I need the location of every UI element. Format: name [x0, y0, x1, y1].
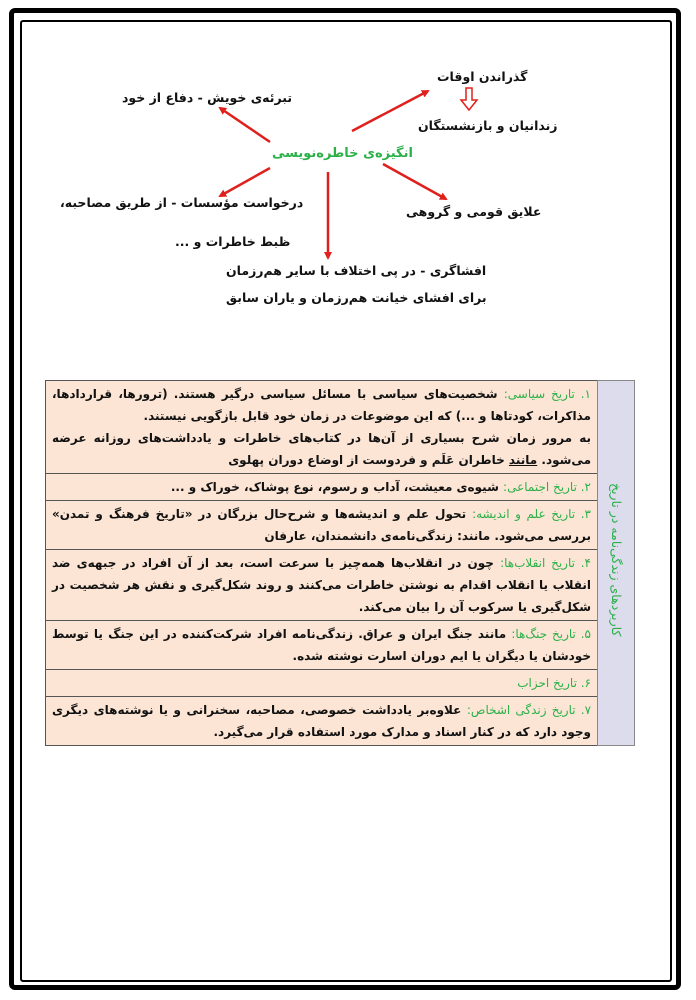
table-row	[46, 670, 635, 697]
row-parties	[46, 670, 598, 697]
diagram-arrows	[0, 0, 696, 340]
arrow-to-institutions	[220, 168, 270, 196]
biography-uses-table	[45, 380, 635, 746]
row-title: ۲. تاریخ اجتماعی:	[503, 480, 591, 494]
arrow-to-ethnic	[383, 164, 446, 199]
side-header-cell	[598, 381, 635, 746]
row-title: ۶. تاریخ احزاب	[517, 676, 591, 690]
row-title: ۵. تاریخ جنگ‌ها:	[511, 627, 591, 641]
arrow-to-pass-time	[352, 91, 428, 131]
underlined-word: مانند	[508, 453, 538, 467]
table-row	[46, 621, 635, 670]
center-node: انگیزه‌ی خاطره‌نویسی	[272, 146, 413, 161]
row-revolutions	[46, 550, 598, 621]
row-title: ۳. تاریخ علم و اندیشه:	[472, 507, 591, 521]
node-exposure-line2: برای افشای خیانت هم‌رزمان و یاران سابق	[226, 290, 487, 305]
node-exposure-line1: افشاگری - در پی اختلاف با سایر هم‌رزمان	[226, 263, 487, 278]
node-self-defense: تبرئه‌ی خویش - دفاع از خود	[122, 90, 293, 105]
row-title: ۴. تاریخ انقلاب‌ها:	[500, 556, 591, 570]
node-prisoners: زندانیان و بازنشستگان	[418, 118, 558, 133]
row-wars	[46, 621, 598, 670]
row-text: تحول علم و اندیشه‌ها و شرح‌حال بزرگان در «تاریخ فرهنگ و تمدن» بررسی می‌شود. مانند: زندگی‌نامه‌ی دانشمندان، عارفان	[52, 507, 591, 543]
row-science	[46, 501, 598, 550]
row-text: شیوه‌ی معیشت، آداب و رسوم، نوع پوشاک، خوراک و ...	[170, 480, 504, 494]
table-row	[46, 697, 635, 746]
node-institutions-line2: ظبط خاطرات و ...	[175, 234, 291, 249]
node-ethnic: علایق قومی و گروهی	[406, 204, 542, 219]
motivation-diagram	[0, 0, 696, 340]
node-pass-time: گذراندن اوقات	[437, 69, 528, 84]
table-row	[46, 550, 635, 621]
row-title: ۷. تاریخ زندگی اشخاص:	[466, 703, 592, 717]
table-row	[46, 474, 635, 501]
row-text: خاطران عَلَم و فردوست از اوضاع دوران پهلوی	[228, 453, 509, 467]
row-title: ۱. تاریخ سیاسی:	[503, 387, 591, 401]
table-row	[46, 381, 635, 474]
side-header-label: کاربردهای زندگی‌نامه در تاریخ	[609, 482, 624, 637]
hollow-down-arrow	[461, 88, 477, 110]
row-text: علاوه‌بر یادداشت خصوصی، مصاحبه، سخنرانی و یا نوشته‌های دیگری وجود دارد که در کنار اسناد و مدارک مورد استفاده قرار می‌گیرد.	[52, 703, 591, 739]
row-text: چون در انقلاب‌ها همه‌چیز با سرعت است، بعد از آن افراد در جبهه‌ی ضد انقلاب یا انقلاب اقدام به نوشتن خاطرات می‌کنند و روند شکل‌گیری و نقش هر شخصیت در شکل‌گیری یا سرکوب آن را بیان می‌کند.	[52, 556, 591, 614]
row-text: شخصیت‌های سیاسی با مسائل سیاسی درگیر هستند. (ترورها، قراردادها، مذاکرات، کودتاها و ...) که این موضوعات در زمان خود قابل بازگویی نیستند.	[52, 387, 591, 423]
row-text: به مرور زمان شرح بسیاری از آن‌ها در کتاب‌های خاطرات و یادداشت‌های روزانه عرضه می‌شود.	[52, 431, 591, 467]
table-row	[46, 501, 635, 550]
row-social	[46, 474, 598, 501]
node-institutions-line1: درخواست مؤسسات - از طریق مصاحبه،	[60, 195, 304, 210]
row-personal-life	[46, 697, 598, 746]
arrow-to-self-defense	[220, 108, 270, 142]
row-political	[46, 381, 598, 474]
row-text: مانند جنگ ایران و عراق. زندگی‌نامه افراد شرکت‌کننده در این جنگ یا توسط خودشان یا دیگران یا ایم دوران اسارت نوشته شده.	[52, 627, 591, 663]
